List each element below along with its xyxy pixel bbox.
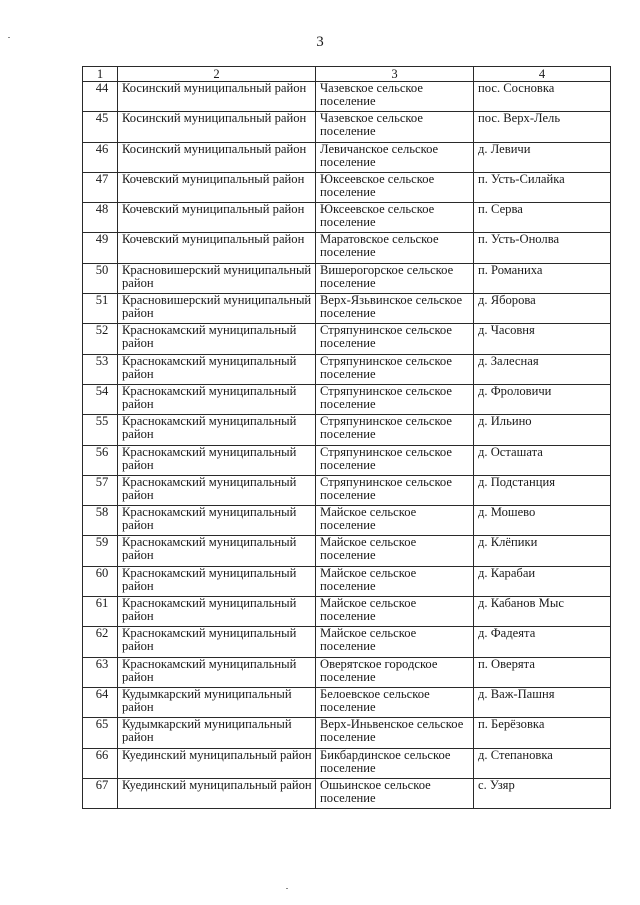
- district-cell: Красновишерский муниципальный район: [118, 263, 316, 293]
- settlement-cell: Стряпунинское сельское поселение: [316, 445, 474, 475]
- table-row: [83, 294, 611, 324]
- settlement-cell: Юксеевское сельское поселение: [316, 172, 474, 202]
- column-header: 4: [474, 67, 611, 82]
- row-number-cell: 64: [83, 687, 118, 717]
- district-cell: Кудымкарский муниципальный район: [118, 718, 316, 748]
- district-cell: Краснокамский муниципальный район: [118, 657, 316, 687]
- settlement-cell: Чазевское сельское поселение: [316, 82, 474, 112]
- locality-cell: д. Клёпики: [474, 536, 611, 566]
- district-cell: Краснокамский муниципальный район: [118, 354, 316, 384]
- settlement-cell: Оверятское городское поселение: [316, 657, 474, 687]
- row-number-cell: 45: [83, 112, 118, 142]
- row-number-cell: 50: [83, 263, 118, 293]
- table-row: [83, 597, 611, 627]
- settlement-cell: Верх-Язьвинское сельское поселение: [316, 294, 474, 324]
- district-cell: Красновишерский муниципальный район: [118, 294, 316, 324]
- district-cell: Краснокамский муниципальный район: [118, 475, 316, 505]
- settlement-cell: Ошьинское сельское поселение: [316, 778, 474, 808]
- locality-cell: с. Узяр: [474, 778, 611, 808]
- district-cell: Косинский муниципальный район: [118, 142, 316, 172]
- row-number-cell: 66: [83, 748, 118, 778]
- table-row: [83, 687, 611, 717]
- settlement-cell: Левичанское сельское поселение: [316, 142, 474, 172]
- district-cell: Краснокамский муниципальный район: [118, 566, 316, 596]
- locality-cell: д. Карабаи: [474, 566, 611, 596]
- settlement-cell: Стряпунинское сельское поселение: [316, 354, 474, 384]
- settlement-cell: Бикбардинское сельское поселение: [316, 748, 474, 778]
- locality-cell: д. Яборова: [474, 294, 611, 324]
- district-cell: Краснокамский муниципальный район: [118, 415, 316, 445]
- table-row: [83, 415, 611, 445]
- locality-cell: п. Серва: [474, 203, 611, 233]
- row-number-cell: 56: [83, 445, 118, 475]
- settlements-table: [82, 66, 611, 809]
- locality-cell: д. Важ-Пашня: [474, 687, 611, 717]
- table-row: [83, 142, 611, 172]
- district-cell: Кочевский муниципальный район: [118, 172, 316, 202]
- row-number-cell: 58: [83, 506, 118, 536]
- row-number-cell: 49: [83, 233, 118, 263]
- row-number-cell: 63: [83, 657, 118, 687]
- district-cell: Краснокамский муниципальный район: [118, 324, 316, 354]
- locality-cell: д. Левичи: [474, 142, 611, 172]
- settlement-cell: Стряпунинское сельское поселение: [316, 415, 474, 445]
- table-row: [83, 718, 611, 748]
- district-cell: Косинский муниципальный район: [118, 112, 316, 142]
- row-number-cell: 59: [83, 536, 118, 566]
- locality-cell: п. Оверята: [474, 657, 611, 687]
- settlement-cell: Майское сельское поселение: [316, 627, 474, 657]
- table-row: [83, 203, 611, 233]
- column-header: 1: [83, 67, 118, 82]
- settlement-cell: Чазевское сельское поселение: [316, 112, 474, 142]
- table-row: [83, 657, 611, 687]
- row-number-cell: 46: [83, 142, 118, 172]
- settlement-cell: Юксеевское сельское поселение: [316, 203, 474, 233]
- row-number-cell: 65: [83, 718, 118, 748]
- district-cell: Кочевский муниципальный район: [118, 233, 316, 263]
- row-number-cell: 48: [83, 203, 118, 233]
- table-row: [83, 445, 611, 475]
- row-number-cell: 57: [83, 475, 118, 505]
- district-cell: Краснокамский муниципальный район: [118, 384, 316, 414]
- settlement-cell: Стряпунинское сельское поселение: [316, 475, 474, 505]
- settlement-cell: Майское сельское поселение: [316, 566, 474, 596]
- locality-cell: д. Мошево: [474, 506, 611, 536]
- district-cell: Краснокамский муниципальный район: [118, 445, 316, 475]
- locality-cell: д. Подстанция: [474, 475, 611, 505]
- locality-cell: д. Ильино: [474, 415, 611, 445]
- settlement-cell: Белоевское сельское поселение: [316, 687, 474, 717]
- locality-cell: д. Фадеята: [474, 627, 611, 657]
- row-number-cell: 62: [83, 627, 118, 657]
- district-cell: Краснокамский муниципальный район: [118, 627, 316, 657]
- scan-mark: [8, 37, 10, 38]
- row-number-cell: 67: [83, 778, 118, 808]
- table-header-row: [83, 67, 611, 82]
- district-cell: Кудымкарский муниципальный район: [118, 687, 316, 717]
- table-row: [83, 112, 611, 142]
- table-row: [83, 475, 611, 505]
- locality-cell: п. Усть-Онолва: [474, 233, 611, 263]
- locality-cell: пос. Сосновка: [474, 82, 611, 112]
- row-number-cell: 54: [83, 384, 118, 414]
- locality-cell: д. Осташата: [474, 445, 611, 475]
- table-row: [83, 536, 611, 566]
- district-cell: Куединский муниципальный район: [118, 748, 316, 778]
- table-row: [83, 354, 611, 384]
- row-number-cell: 44: [83, 82, 118, 112]
- row-number-cell: 61: [83, 597, 118, 627]
- row-number-cell: 51: [83, 294, 118, 324]
- table-body: [83, 82, 611, 809]
- locality-cell: п. Берёзовка: [474, 718, 611, 748]
- column-header: 3: [316, 67, 474, 82]
- table-row: [83, 263, 611, 293]
- locality-cell: д. Степановка: [474, 748, 611, 778]
- table-row: [83, 384, 611, 414]
- settlement-cell: Майское сельское поселение: [316, 536, 474, 566]
- row-number-cell: 53: [83, 354, 118, 384]
- row-number-cell: 52: [83, 324, 118, 354]
- locality-cell: д. Часовня: [474, 324, 611, 354]
- settlement-cell: Стряпунинское сельское поселение: [316, 324, 474, 354]
- column-header: 2: [118, 67, 316, 82]
- settlement-cell: Майское сельское поселение: [316, 506, 474, 536]
- settlement-cell: Верх-Иньвенское сельское поселение: [316, 718, 474, 748]
- district-cell: Куединский муниципальный район: [118, 778, 316, 808]
- table-row: [83, 566, 611, 596]
- locality-cell: п. Романиха: [474, 263, 611, 293]
- district-cell: Краснокамский муниципальный район: [118, 506, 316, 536]
- table-row: [83, 778, 611, 808]
- district-cell: Краснокамский муниципальный район: [118, 597, 316, 627]
- locality-cell: д. Залесная: [474, 354, 611, 384]
- row-number-cell: 55: [83, 415, 118, 445]
- row-number-cell: 60: [83, 566, 118, 596]
- table-row: [83, 82, 611, 112]
- locality-cell: д. Кабанов Мыс: [474, 597, 611, 627]
- table-row: [83, 324, 611, 354]
- locality-cell: д. Фроловичи: [474, 384, 611, 414]
- row-number-cell: 47: [83, 172, 118, 202]
- locality-cell: пос. Верх-Лель: [474, 112, 611, 142]
- district-cell: Кочевский муниципальный район: [118, 203, 316, 233]
- settlement-cell: Стряпунинское сельское поселение: [316, 384, 474, 414]
- district-cell: Краснокамский муниципальный район: [118, 536, 316, 566]
- district-cell: Косинский муниципальный район: [118, 82, 316, 112]
- table-row: [83, 748, 611, 778]
- scan-mark: [286, 888, 288, 889]
- locality-cell: п. Усть-Силайка: [474, 172, 611, 202]
- table-row: [83, 627, 611, 657]
- page-number: 3: [316, 34, 324, 50]
- table-row: [83, 506, 611, 536]
- settlement-cell: Маратовское сельское поселение: [316, 233, 474, 263]
- settlement-cell: Майское сельское поселение: [316, 597, 474, 627]
- table-row: [83, 172, 611, 202]
- table-row: [83, 233, 611, 263]
- settlement-cell: Вишерогорское сельское поселение: [316, 263, 474, 293]
